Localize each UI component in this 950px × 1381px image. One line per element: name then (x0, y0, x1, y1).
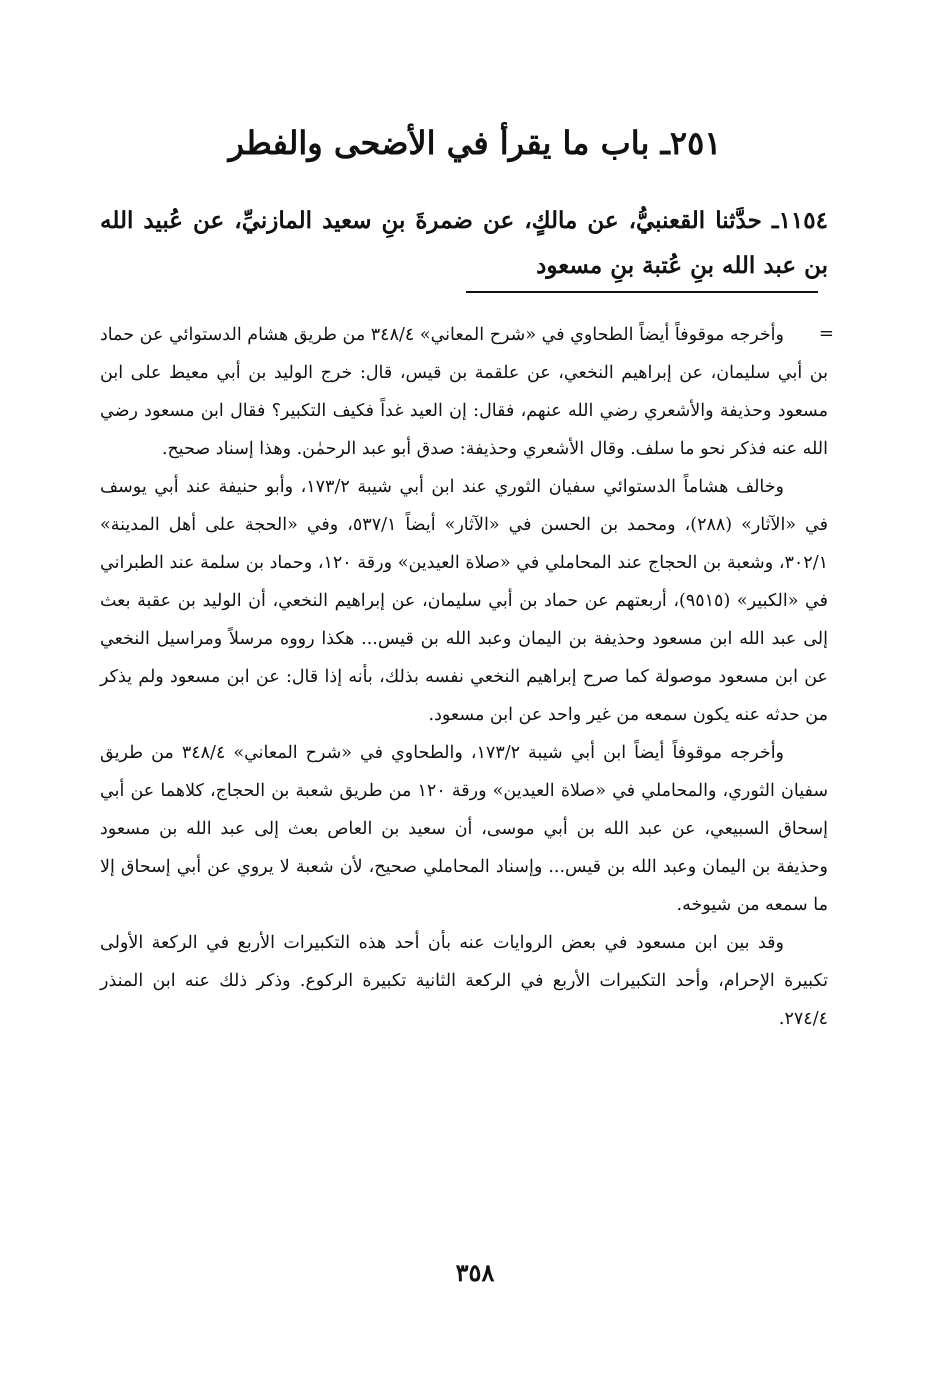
continuation-mark: = (818, 323, 834, 344)
footnote-commentary (100, 316, 828, 1038)
footnote-paragraph-4: وقد بين ابن مسعود في بعض الروايات عنه بأن أحد هذه التكبيرات الأربع في الركعة الأولى تكبيرة الإحرام، وأحد التكبيرات الأربع في الركعة الثانية تكبيرة الركوع. وذكر ذلك عنه ابن المنذر ٢٧٤/٤. (100, 933, 828, 1029)
hadith-text: ١١٥٤ـ حدَّثنا القعنبيُّ، عن مالكٍ، عن ضمرةَ بنِ سعيد المازنيِّ، عن عُبيد الله بن عبد الله بنِ عُتبة بنِ مسعود (100, 207, 828, 279)
footnote-paragraph-3: وأخرجه موقوفاً أيضاً ابن أبي شيبة ١٧٣/٢، والطحاوي في «شرح المعاني» ٣٤٨/٤ من طريق سفيان الثوري، والمحاملي في «صلاة العيدين» ورقة ١٢٠ من طريق شعبة بن الحجاج، كلاهما عن أبي إسحاق السبيعي، عن عبد الله بن أبي موسى، أن سعيد بن العاص بعث إلى عبد الله بن مسعود وحذيفة بن اليمان وعبد الله بن قيس... وإسناد المحاملي صحيح، لأن شعبة لا يروي عن أبي إسحاق إلا ما سمعه من شيوخه. (100, 743, 828, 915)
hadith-divider-rule (466, 291, 818, 293)
footnote-paragraph-1: وأخرجه موقوفاً أيضاً الطحاوي في «شرح المعاني» ٣٤٨/٤ من طريق هشام الدستوائي عن حماد بن أبي سليمان، عن إبراهيم النخعي، عن علقمة بن قيس، قال: خرج الوليد بن أبي معيط على ابن مسعود وحذيفة والأشعري رضي الله عنهم، فقال: إن العيد غداً فكيف التكبير؟ فقال ابن مسعود رضي الله عنه فذكر نحو ما سلف. وقال الأشعري وحذيفة: صدق أبو عبد الرحمٰن. وهذا إسناد صحيح. (100, 325, 828, 459)
footnote-paragraph-2: وخالف هشاماً الدستوائي سفيان الثوري عند ابن أبي شيبة ١٧٣/٢، وأبو حنيفة عند أبي يوسف في «الآثار» (٢٨٨)، ومحمد بن الحسن في «الآثار» أيضاً ٥٣٧/١، وفي «الحجة على أهل المدينة» ٣٠٢/١، وشعبة بن الحجاج عند المحاملي في «صلاة العيدين» ورقة ١٢٠، وحماد بن سلمة عند الطبراني في «الكبير» (٩٥١٥)، أربعتهم عن حماد بن أبي سليمان، عن إبراهيم النخعي، أن الوليد بن عقبة بعث إلى عبد الله ابن مسعود وحذيفة بن اليمان وعبد الله بن قيس... هكذا رووه مرسلاً ومراسيل النخعي عن ابن مسعود موصولة كما صرح إبراهيم النخعي نفسه بذلك، بأنه إذا قال: عن ابن مسعود ولم يذكر من حدثه عنه يكون سمعه من غير واحد عن ابن مسعود. (100, 477, 828, 725)
page-number: ٣٥٨ (455, 1258, 495, 1287)
chapter-title: ٢٥١ـ باب ما يقرأ في الأضحى والفطر (228, 124, 722, 162)
